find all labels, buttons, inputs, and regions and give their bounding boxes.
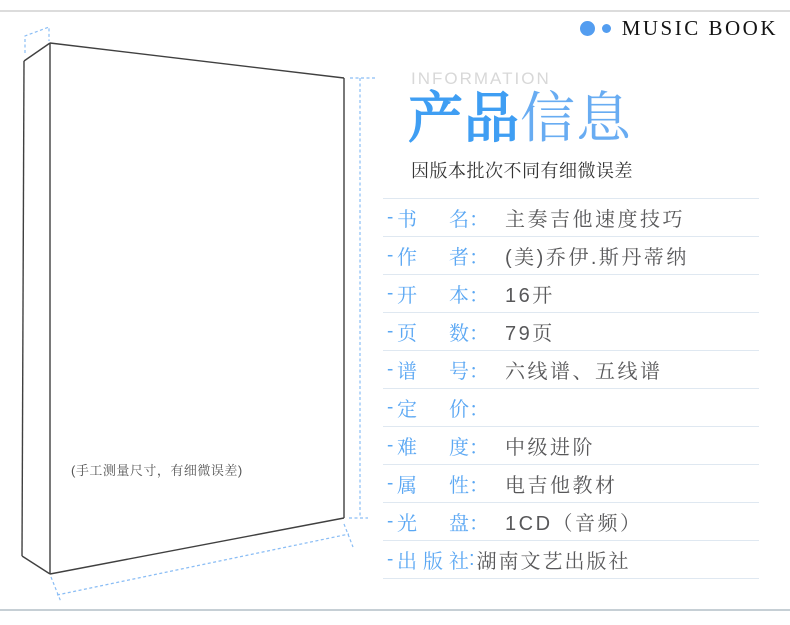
spec-label: 作者 xyxy=(397,247,469,269)
spec-colon: ： xyxy=(469,475,489,497)
book-outline xyxy=(22,43,344,574)
version-disclaimer: 因版本批次不同有细微误差 xyxy=(411,161,633,181)
spec-row xyxy=(383,427,759,465)
spec-value: 79页 xyxy=(505,323,555,345)
spec-dash: - xyxy=(387,320,394,342)
spec-label: 开本 xyxy=(397,285,469,307)
spec-dash: - xyxy=(387,434,394,456)
spec-colon: ： xyxy=(469,209,489,231)
spec-dash: - xyxy=(387,472,394,494)
spec-label: 出版社 xyxy=(397,551,469,573)
spec-label: 定价 xyxy=(397,399,469,421)
brand-name: MUSIC BOOK xyxy=(621,16,778,40)
spec-colon: : xyxy=(469,548,475,570)
spec-colon: ： xyxy=(469,361,489,383)
spec-value: 电吉他教材 xyxy=(505,475,618,497)
spec-value: 1CD（音频） xyxy=(505,513,643,535)
spec-row xyxy=(383,313,759,351)
spec-list xyxy=(383,198,759,579)
spec-label: 难度 xyxy=(397,437,469,459)
spec-dash: - xyxy=(387,548,394,570)
spec-value: 六线谱、五线谱 xyxy=(505,361,663,383)
spec-row xyxy=(383,351,759,389)
spec-colon: ： xyxy=(469,437,489,459)
spec-value: 中级进阶 xyxy=(505,437,595,459)
spec-colon: ： xyxy=(469,285,489,307)
spec-dash: - xyxy=(387,510,394,532)
brand-dot-small-icon xyxy=(602,24,611,33)
spec-label: 属性 xyxy=(397,475,469,497)
spec-colon: ： xyxy=(469,513,489,535)
spec-value: 湖南文艺出版社 xyxy=(476,551,631,573)
spec-row xyxy=(383,237,759,275)
measurement-note: (手工测量尺寸，有细微误差) xyxy=(71,463,243,478)
width-dimension-left-tick xyxy=(51,577,61,602)
information-watermark: INFORMATION xyxy=(411,69,551,88)
spec-colon: ： xyxy=(469,399,489,421)
spec-value: (美)乔伊.斯丹蒂纳 xyxy=(505,247,689,269)
spec-colon: ： xyxy=(469,323,489,345)
spec-colon: ： xyxy=(469,247,489,269)
spec-value: 16开 xyxy=(505,285,555,307)
page-title xyxy=(408,86,632,150)
spec-label: 页数 xyxy=(397,323,469,345)
spec-row xyxy=(383,541,759,579)
page-title-strong: 产品 xyxy=(408,87,521,149)
spec-dash: - xyxy=(387,396,394,418)
width-dimension-right-tick xyxy=(344,524,353,547)
brand-dot-large-icon xyxy=(580,21,595,36)
spec-row xyxy=(383,275,759,313)
page-title-light: 信息 xyxy=(520,87,633,149)
spec-row xyxy=(383,465,759,503)
spine-width-dimension xyxy=(25,27,49,53)
dimension-lines xyxy=(25,27,376,602)
spec-dash: - xyxy=(387,358,394,380)
bottom-divider-bar xyxy=(0,609,790,611)
spec-dash: - xyxy=(387,206,394,228)
brand-logo xyxy=(580,16,778,41)
spec-value: 主奏吉他速度技巧 xyxy=(505,209,685,231)
spec-label: 光盘 xyxy=(397,513,469,535)
spec-row xyxy=(383,199,759,237)
spec-dash: - xyxy=(387,282,394,304)
spec-label: 谱号 xyxy=(397,361,469,383)
spec-row xyxy=(383,503,759,541)
spec-label: 书名 xyxy=(397,209,469,231)
spec-row xyxy=(383,389,759,427)
spec-dash: - xyxy=(387,244,394,266)
